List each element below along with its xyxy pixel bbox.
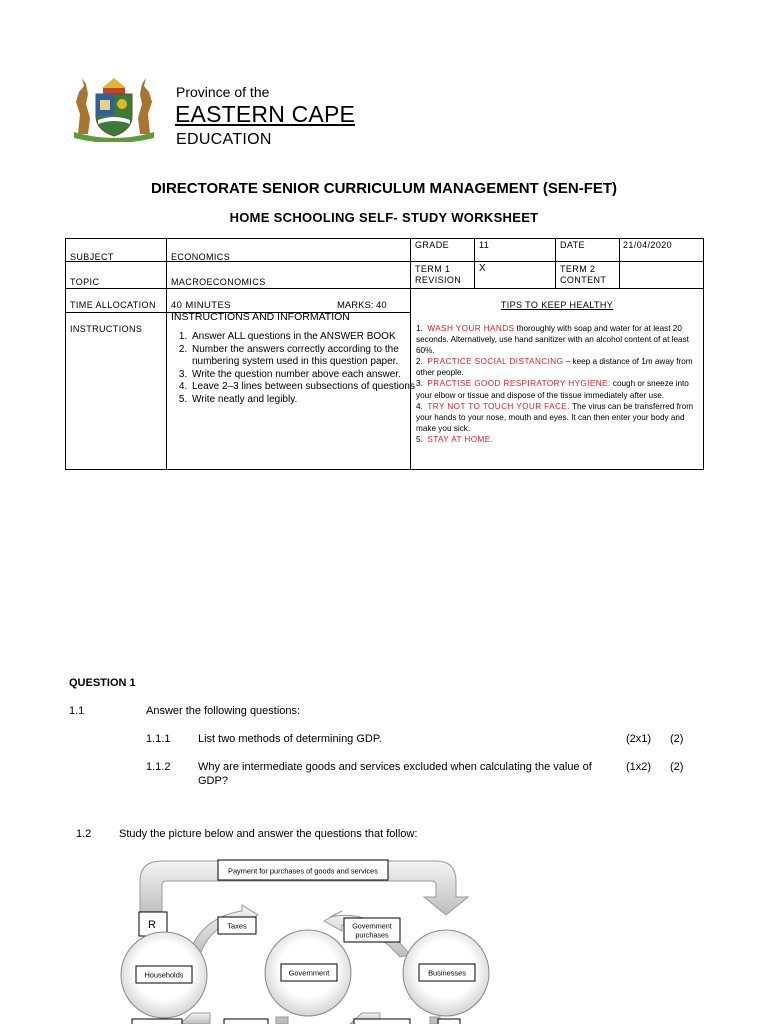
question-text: Answer the following questions: [146,705,301,717]
tip-number: 1. [416,324,423,333]
term2-label-line1: TERM 2 [560,264,596,274]
tip-number: 4. [416,401,423,411]
lower-label-box [224,1019,268,1024]
term1-label [415,264,461,286]
tip-highlight: TRY NOT TO TOUCH YOUR FACE. [427,401,570,411]
document-subtitle: HOME SCHOOLING SELF- STUDY WORKSHEET [229,210,539,225]
topic-label: TOPIC [70,277,100,287]
column-divider [555,238,556,288]
column-divider [474,238,475,288]
lower-flow-arrow [180,1013,210,1024]
instruction-item: 5. Write neatly and legibly. [190,394,425,407]
marks-value: MARKS: 40 [337,300,387,311]
grade-value: 11 [479,240,490,250]
tip-highlight: PRACTICE SOCIAL DISTANCING [427,357,564,367]
tip-text: The virus can be transferred from your hands to your nose, mouth and eyes. It can then enter your body and make you sick. [416,401,694,433]
lower-flow-arrow [276,1017,288,1024]
question-text: Study the picture below and answer the questions that follow: [119,828,418,840]
province-line: Province of the [176,84,270,100]
lower-label-box [132,1019,182,1024]
department-name: EDUCATION [176,131,272,148]
time-allocation-value: 40 MINUTES [171,300,231,311]
date-value: 21/04/2020 [623,240,673,250]
tips-list [416,323,700,445]
lower-label-box [354,1019,410,1024]
tip-text: – keep a distance of 1m away from other people. [416,357,693,378]
question-heading: QUESTION 1 [69,677,136,689]
topic-value: MACROECONOMICS [171,277,266,287]
eastern-cape-coat-of-arms [70,74,158,142]
tip-item [416,378,700,400]
grade-label: GRADE [415,240,450,250]
households-label: Households [144,970,184,980]
mark-breakdown: (2x1) [626,733,652,745]
mark-total: (2) [670,733,684,745]
term2-label-line2: CONTENT [560,275,607,285]
circular-flow-diagram [118,855,490,1024]
tip-highlight: PRACTISE GOOD RESPIRATORY HYGIENE: [427,379,611,389]
subquestion-text: Why are intermediate goods and services excluded when calculating the value of GDP? [198,761,592,787]
tip-number: 2. [416,357,423,367]
gov-purchases-line2: purchases [355,930,389,940]
instructions-label: INSTRUCTIONS [70,324,143,334]
mark-breakdown: (1x2) [626,761,652,773]
term1-label-line2: REVISION [415,275,462,285]
subquestion-text: List two methods of determining GDP. [198,733,382,745]
term1-label-line1: TERM 1 [415,264,451,274]
row-divider [65,261,704,262]
tip-item [416,323,700,356]
date-label: DATE [560,240,585,250]
term1-value: X [479,263,487,274]
payment-label: Payment for purchases of goods and services [228,866,378,876]
row-divider [65,288,704,289]
instructions-list [171,331,425,406]
tip-highlight: STAY AT HOME. [427,434,494,444]
subquestion-number: 1.1.2 [146,761,171,773]
businesses-label: Businesses [428,968,466,978]
tip-item [416,401,700,434]
tip-number: 3. [416,379,423,389]
term2-label [560,264,606,286]
subquestion-number: 1.1.1 [146,733,171,745]
question-number: 1.2 [76,828,92,840]
document-title: DIRECTORATE SENIOR CURRICULUM MANAGEMENT (SEN-FET) [150,180,618,197]
time-allocation-label: TIME ALLOCATION [70,300,156,310]
answer-label-r: R [148,919,156,931]
instruction-item: 2. Number the answers correctly according to the numbering system used in this question paper. [190,344,425,369]
column-divider [166,238,167,470]
tip-number: 5. [416,434,423,444]
subject-label: SUBJECT [70,252,114,262]
lower-label-box [438,1019,460,1024]
tip-item [416,434,700,445]
instruction-item: 4. Leave 2–3 lines between subsections of questions [190,381,425,394]
instruction-item: 1. Answer ALL questions in the ANSWER BOOK [190,331,425,344]
taxes-label: Taxes [227,921,247,931]
tip-item [416,356,700,378]
tips-heading: TIPS TO KEEP HEALTHY [500,300,614,310]
government-label: Government [288,968,330,978]
instructions-heading: INSTRUCTIONS AND INFORMATION [171,311,350,323]
tip-highlight: WASH YOUR HANDS [427,324,515,333]
tip-text: thoroughly with soap and water for at least 20 seconds. Alternatively, use hand sanitizer with an alcohol content of at least 60%. [416,324,689,356]
question-number: 1.1 [69,705,85,717]
column-divider [619,238,620,288]
mark-total: (2) [670,761,684,773]
subject-value: ECONOMICS [171,252,231,262]
province-name: EASTERN CAPE [175,101,356,127]
tip-text: cough or sneeze into your elbow or tissue and dispose of the tissue immediately after use. [416,379,689,400]
instruction-item: 3. Write the question number above each answer. [190,369,425,382]
gov-purchases-line1: Government [352,921,392,931]
